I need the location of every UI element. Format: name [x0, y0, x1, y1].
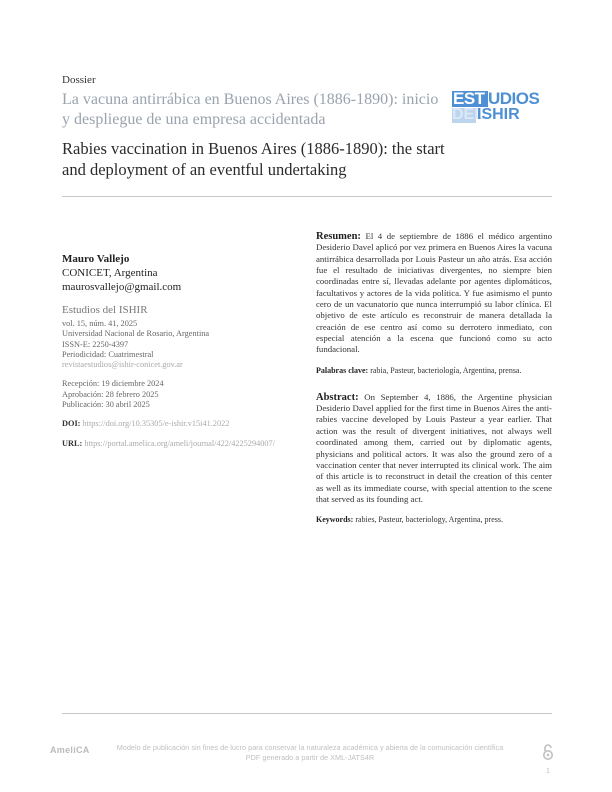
journal-info — [62, 304, 297, 449]
logo-text-ishir: ISHIR — [477, 106, 520, 123]
top-divider — [62, 196, 552, 197]
resumen-text: El 4 de septiembre de 1886 el médico argentino Desiderio Davel aplicó por vez primera en Buenos Aires la vacuna antirrábica desarrollada por Louis Pasteur un año atrás. Esa acción fue el resultado de iniciativas divergentes, no siempre bien coordinadas entre sí, llevadas adelante por agentes diplomáticos, facultativos y actores de la vida política. Y fue asimismo el punto cero de un vacunatorio que nunca interrumpió su labor clínica. El objetivo de este artículo es reconstruir de manera detallada la creación de ese centro así como su derrotero inmediato, con especial atención a la escena que funcionó como su acto fundacional. — [316, 231, 552, 355]
amelica-logo[interactable]: AmeliCA — [50, 745, 90, 755]
section-label: Dossier — [62, 74, 96, 86]
abstract-label: Abstract: — [316, 391, 359, 403]
journal-issn: ISSN-E: 2250-4397 — [62, 339, 129, 349]
journal-contact-email[interactable]: revistaestudios@ishir-conicet.gov.ar — [62, 360, 183, 370]
logo-text-del: DEL — [452, 106, 484, 123]
abstract-text: On September 4, 1886, the Argentine physician Desiderio Davel applied for the first time in Buenos Aires the anti-rabies vaccine developed by Louis Pasteur a year earlier. That action was the result of divergent initiatives, not always well coordinated among them, carried out by diplomatic agents, physicians and political actors. It was also the ground zero of a vaccination center that never interrupted its clinical work. The aim of this article is to reconstruct in detail the creation of this center as well as its immediate course, with special attention to the scene that served as its founding act. — [316, 391, 552, 504]
abstracts-column — [316, 231, 552, 541]
page-number: 1 — [546, 768, 550, 775]
journal-name: Estudios del ISHIR — [62, 304, 148, 316]
footer-line-2: PDF generado a partir de XML-JATS4R — [245, 753, 375, 762]
author-block — [62, 252, 292, 294]
open-access-icon — [542, 743, 554, 761]
url-line — [62, 439, 297, 449]
doi-link[interactable]: https://doi.org/10.35305/e-ishir.v15i41.2022 — [82, 419, 230, 429]
doi-label: DOI: — [62, 419, 81, 429]
date-approved: Aprobación: 28 febrero 2025 — [62, 389, 159, 399]
keywords-text: rabies, Pasteur, bacteriology, Argentina, press. — [355, 515, 503, 525]
resumen-label: Resumen: — [316, 231, 361, 242]
keywords — [316, 515, 552, 525]
title-spanish: La vacuna antirrábica en Buenos Aires (1886-1890): inicio y despliegue de una empresa accidentada — [62, 91, 439, 128]
palabras-clave-label: Palabras clave: — [316, 365, 369, 375]
bottom-divider — [62, 713, 552, 714]
journal-volume: vol. 15, núm. 41, 2025 — [62, 319, 138, 328]
author-email[interactable]: maurosvallejo@gmail.com — [62, 281, 182, 293]
author-affiliation: CONICET, Argentina — [62, 267, 158, 279]
author-name: Mauro Vallejo — [62, 253, 130, 265]
palabras-clave — [316, 366, 552, 376]
footer-line-1: Modelo de publicación sin fines de lucro para conservar la naturaleza académica y abierta de la comunicación científica — [116, 743, 504, 752]
doi-line — [62, 419, 297, 429]
keywords-label: Keywords: — [316, 515, 354, 525]
url-link[interactable]: https://portal.amelica.org/ameli/journal/422/4225294007/ — [84, 438, 276, 448]
footer-text — [110, 743, 510, 763]
journal-periodicity: Periodicidad: Cuatrimestral — [62, 349, 154, 359]
url-label: URL: — [62, 438, 83, 448]
date-received: Recepción: 19 diciembre 2024 — [62, 379, 164, 389]
logo-text-est: EST — [453, 89, 485, 108]
logo-text-udios: UDIOS — [488, 89, 540, 108]
title-english: Rabies vaccination in Buenos Aires (1886-1890): the start and deployment of an eventful undertaking — [62, 139, 445, 179]
palabras-clave-text: rabia, Pasteur, bacteriología, Argentina, prensa. — [370, 365, 522, 375]
journal-logo — [452, 91, 564, 125]
date-published: Publicación: 30 abril 2025 — [62, 400, 150, 410]
resumen-paragraph — [316, 231, 552, 356]
journal-publisher: Universidad Nacional de Rosario, Argentina — [62, 329, 210, 339]
abstract-paragraph — [316, 392, 552, 505]
